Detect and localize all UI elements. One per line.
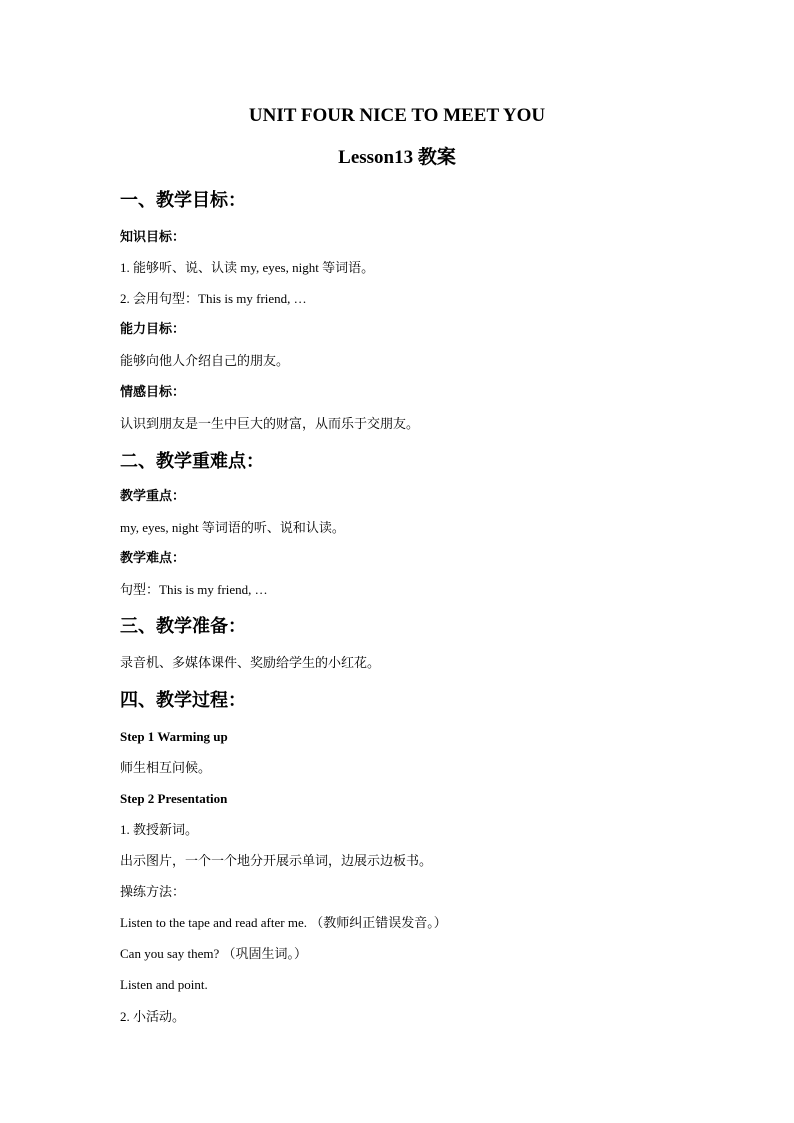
step-2-label: Step 2 Presentation	[120, 791, 228, 806]
key-point-text: my, eyes, night 等词语的听、说和认读。	[120, 520, 345, 535]
document-title: UNIT FOUR NICE TO MEET YOU	[248, 105, 546, 126]
ability-objective-text: 能够向他人介绍自己的朋友。	[120, 353, 290, 368]
difficult-point-text: 句型：This is my friend, …	[120, 582, 268, 597]
knowledge-objective-item-2: 2. 会用句型：This is my friend, …	[120, 291, 307, 306]
section-heading-preparation: 三、教学准备：	[120, 616, 246, 637]
emotion-objective-text: 认识到朋友是一生中巨大的财富，从而乐于交朋友。	[120, 416, 420, 431]
difficult-point-label: 教学难点：	[120, 551, 186, 566]
key-point-label: 教学重点：	[120, 489, 186, 504]
step-1-label: Step 1 Warming up	[120, 729, 228, 744]
section-heading-objectives: 一、教学目标：	[120, 190, 246, 211]
practice-method-3: Listen and point.	[120, 977, 208, 992]
step-1-text: 师生相互问候。	[120, 760, 212, 775]
section-heading-process: 四、教学过程：	[120, 690, 246, 711]
step-2-item-1: 1. 教授新词。	[120, 822, 199, 837]
step-2-item-2: 2. 小活动。	[120, 1009, 186, 1024]
ability-objective-label: 能力目标：	[120, 322, 186, 337]
section-heading-key-points: 二、教学重难点：	[120, 451, 264, 472]
practice-method-1: Listen to the tape and read after me. （教师纠正错误发音。）	[120, 915, 447, 930]
step-2-item-1-text: 出示图片，一个一个地分开展示单词，边展示边板书。	[120, 853, 433, 868]
practice-method-2: Can you say them? （巩固生词。）	[120, 946, 308, 961]
practice-method-label: 操练方法：	[120, 884, 186, 899]
document-subtitle: Lesson13 教案	[338, 147, 456, 168]
knowledge-objective-label: 知识目标：	[120, 230, 186, 245]
preparation-text: 录音机、多媒体课件、奖励给学生的小红花。	[120, 655, 381, 670]
knowledge-objective-item-1: 1. 能够听、说、认读 my, eyes, night 等词语。	[120, 260, 375, 275]
emotion-objective-label: 情感目标：	[120, 385, 186, 400]
